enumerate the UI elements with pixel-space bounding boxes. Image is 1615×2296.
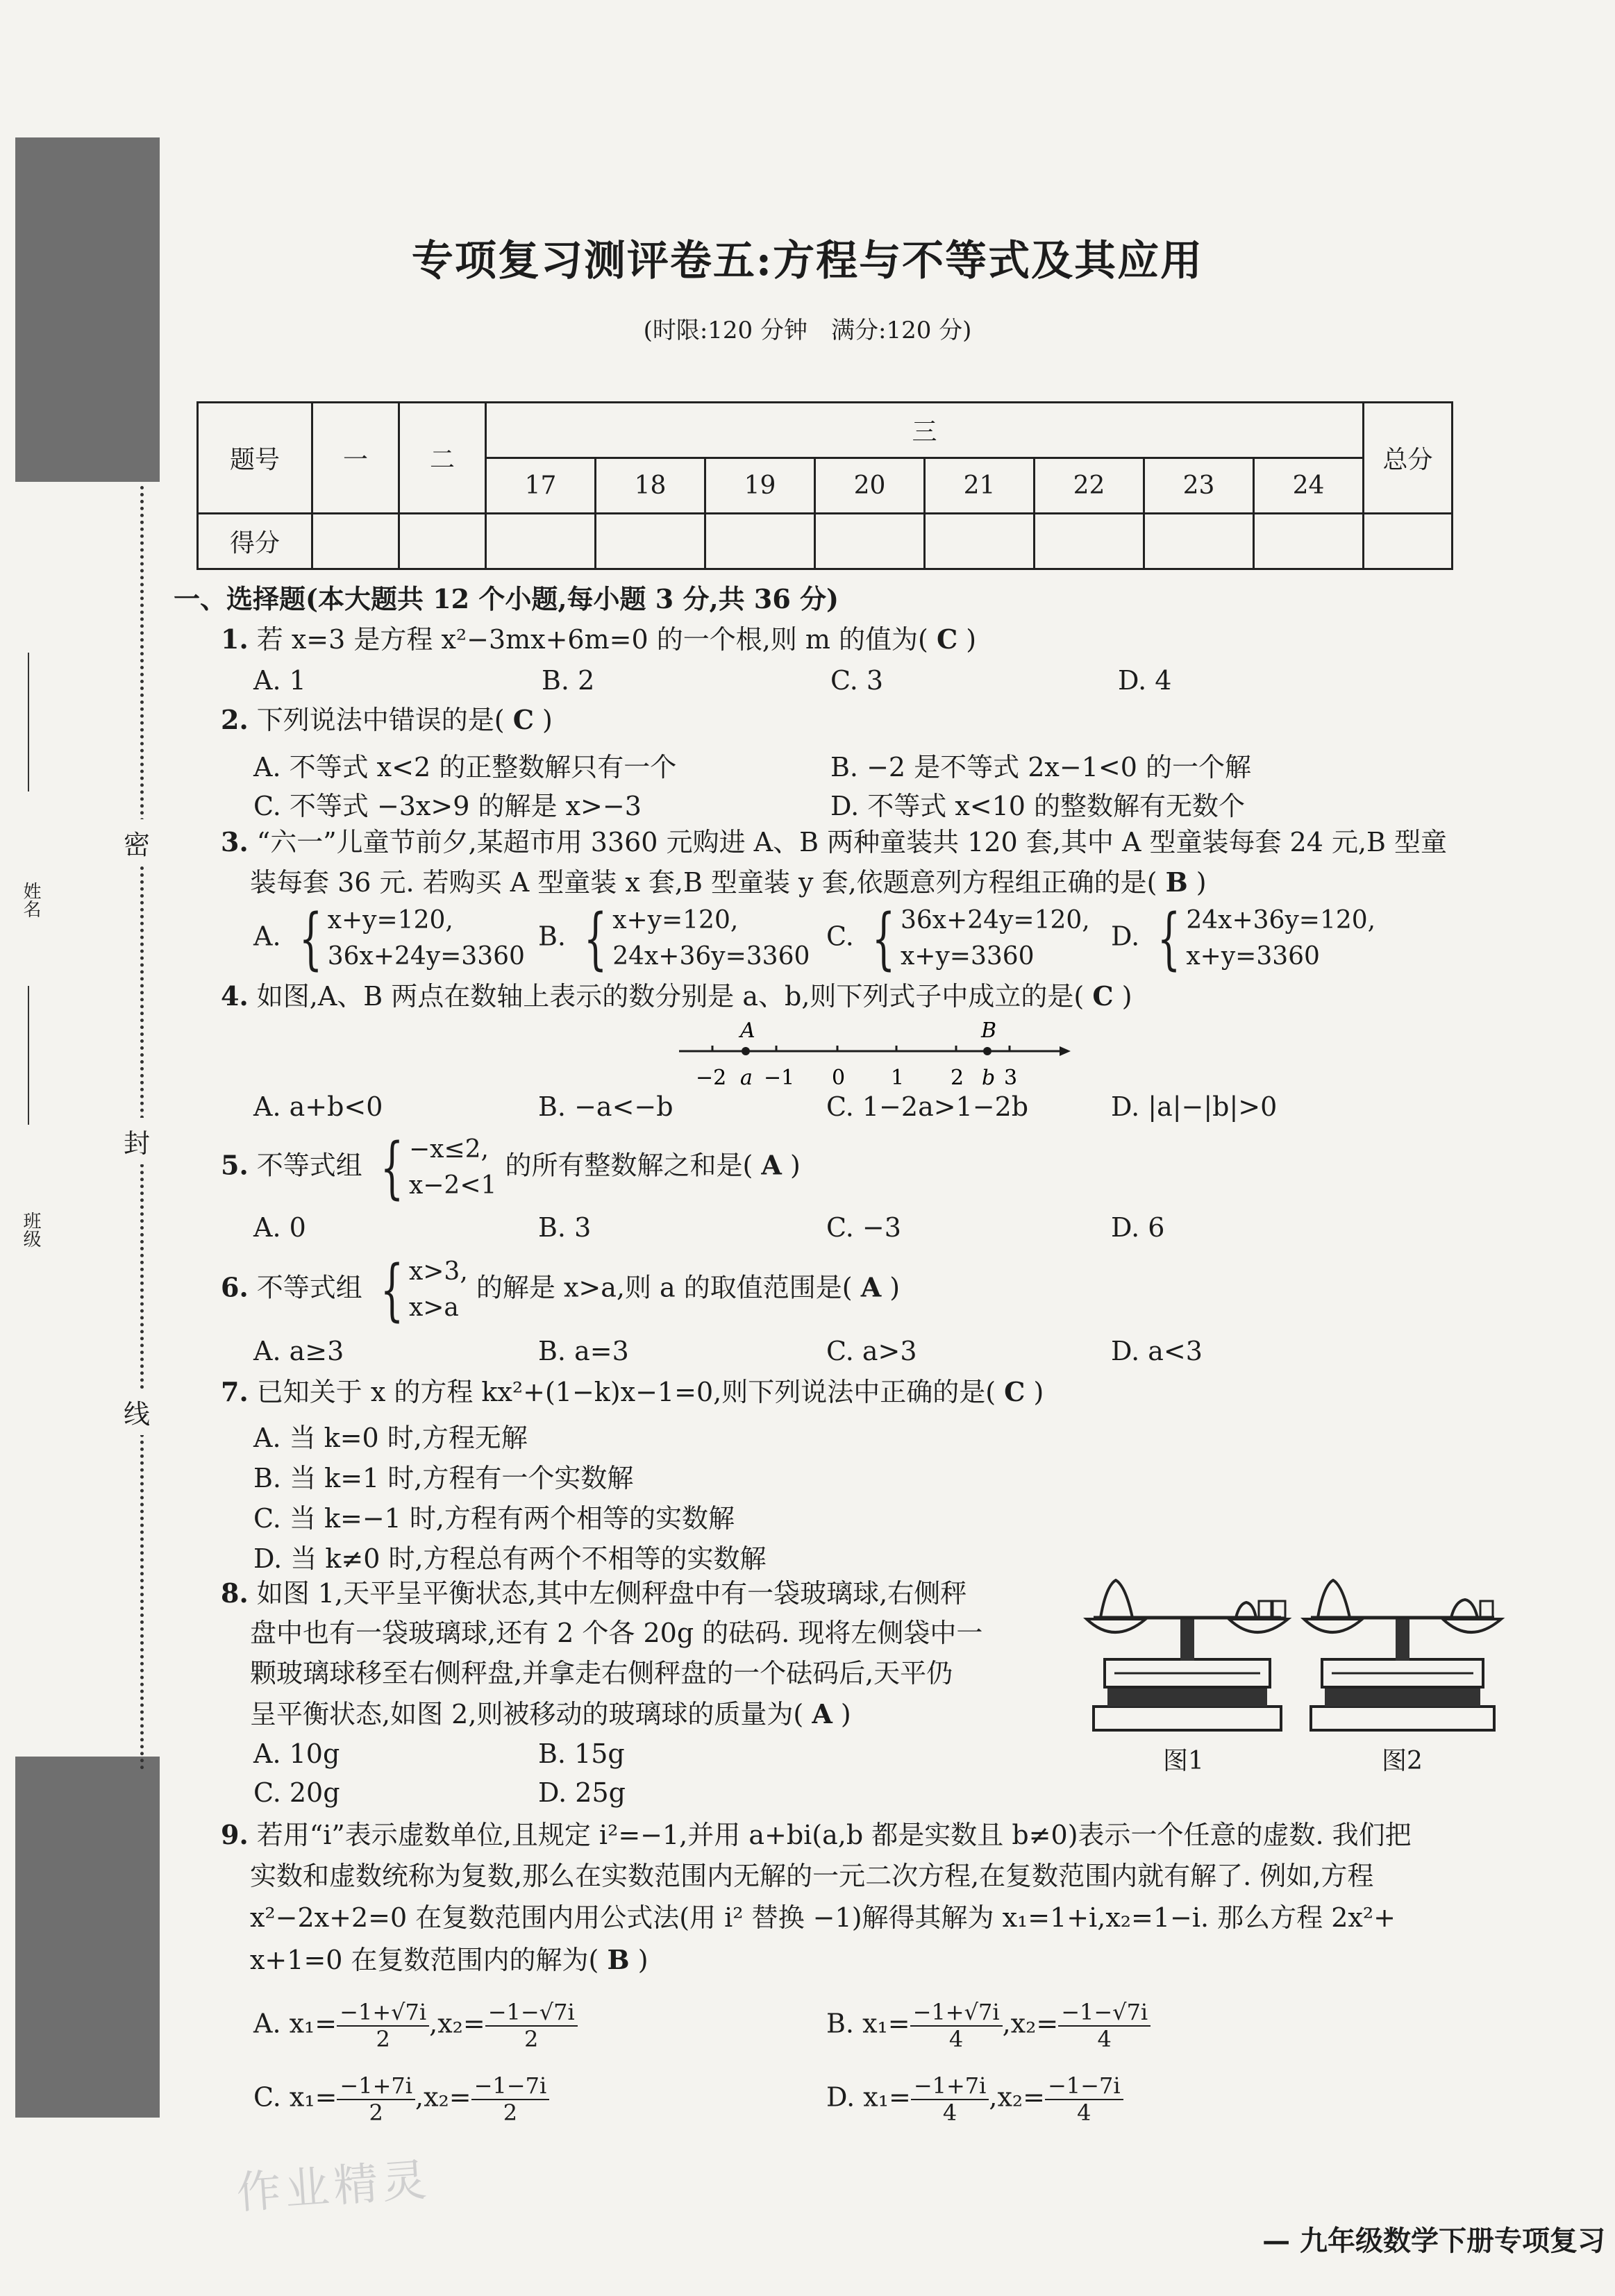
point-b-dot	[983, 1047, 991, 1055]
sub-col-21: 21	[925, 458, 1035, 514]
question-9-line1	[221, 1819, 1412, 1852]
q5-option-d: D. 6	[1111, 1212, 1165, 1243]
q8-option-c: C. 20g	[253, 1777, 340, 1808]
q5-post: 的所有整数解之和是(	[505, 1150, 753, 1181]
margin-shade-bottom	[15, 1757, 160, 2118]
figure-1-caption: 图1	[1163, 1747, 1204, 1775]
q3-d-eq2: x+y=3360	[1186, 942, 1320, 971]
q3-a-eq1: x+y=120,	[327, 906, 453, 935]
q9-a-x1: x₁=	[289, 2008, 337, 2039]
tick-1: 1	[891, 1066, 905, 1090]
q9-c-den1: 2	[369, 2099, 383, 2126]
question-6	[221, 1250, 901, 1329]
q5-ineq1: −x≤2,	[408, 1135, 489, 1164]
col-three: 三	[486, 403, 1364, 458]
q6-close: )	[889, 1272, 901, 1303]
q9-option-a	[253, 2000, 578, 2052]
q3-c-eq1: 36x+24y=120,	[900, 906, 1090, 935]
q5-close: )	[790, 1150, 801, 1181]
page-footer: — 九年级数学下册专项复习	[1262, 2224, 1605, 2257]
class-rule	[28, 986, 29, 1125]
question-7	[221, 1376, 1044, 1409]
q7-close: )	[1033, 1377, 1044, 1407]
point-b-label: B	[981, 1019, 997, 1043]
q6-ineq2: x>a	[408, 1293, 459, 1323]
q8-line2: 盘中也有一袋玻璃球,还有 2 个各 20g 的砝码. 现将左侧袋中一	[250, 1618, 983, 1648]
q3-answer: B	[1165, 866, 1188, 898]
q2-option-d: D. 不等式 x<10 的整数解有无数个	[830, 791, 1246, 821]
q1-option-b: B. 2	[542, 665, 595, 696]
q3-number: 3.	[221, 826, 249, 857]
q6-option-d: D. a<3	[1111, 1336, 1203, 1366]
q3-option-b-label: B.	[538, 921, 567, 952]
q3-close: )	[1196, 867, 1207, 898]
figure-2-caption: 图2	[1382, 1747, 1423, 1775]
tick-b: b	[982, 1066, 996, 1090]
brace-icon: {	[380, 1250, 404, 1329]
score-cell[interactable]	[705, 514, 815, 569]
question-1	[221, 623, 976, 656]
question-2	[221, 704, 553, 737]
q4-option-d: D. |a|−|b|>0	[1111, 1091, 1278, 1122]
col-two: 二	[399, 403, 486, 514]
q9-line1: 若用“i”表示虚数单位,且规定 i²=−1,并用 a+bi(a,b 都是实数且 b≠0)表示一个任意的虚数. 我们把	[256, 1820, 1412, 1850]
q6-number: 6.	[221, 1271, 249, 1303]
q8-option-d: D. 25g	[538, 1777, 626, 1808]
q3-d-eq1: 24x+36y=120,	[1186, 906, 1376, 935]
q2-option-c: C. 不等式 −3x>9 的解是 x>−3	[253, 791, 642, 821]
q4-option-a: A. a+b<0	[253, 1091, 383, 1122]
score-cell[interactable]	[1364, 514, 1453, 569]
question-8-line4	[250, 1698, 851, 1731]
question-8-line1	[221, 1577, 967, 1610]
sub-col-18: 18	[596, 458, 705, 514]
question-4	[221, 980, 1132, 1013]
q9-number: 9.	[221, 1819, 249, 1850]
sub-col-19: 19	[705, 458, 815, 514]
q3-option-b	[538, 899, 810, 978]
q6-option-c: C. a>3	[826, 1336, 917, 1366]
score-cell[interactable]	[1144, 514, 1254, 569]
score-cell[interactable]	[1035, 514, 1144, 569]
q9-a-x2: ,x₂=	[429, 2008, 485, 2039]
q9-a-label: A.	[253, 2008, 281, 2039]
q7-option-a: A. 当 k=0 时,方程无解	[253, 1423, 528, 1453]
balance-figure-2	[1298, 1576, 1507, 1736]
q9-c-den2: 2	[503, 2099, 518, 2126]
name-rule	[28, 653, 29, 791]
q1-close: )	[966, 624, 977, 655]
q3-a-eq2: 36x+24y=3360	[327, 942, 525, 971]
seal-char-xian: 线	[124, 1389, 150, 1435]
q7-option-d: D. 当 k≠0 时,方程总有两个不相等的实数解	[253, 1543, 767, 1574]
question-9-line4	[250, 1944, 648, 1977]
q4-option-b: B. −a<−b	[538, 1091, 673, 1122]
tick-2: 2	[951, 1066, 964, 1090]
sub-col-17: 17	[486, 458, 596, 514]
q8-close: )	[840, 1699, 851, 1729]
q5-option-b: B. 3	[538, 1212, 592, 1243]
q6-option-b: B. a=3	[538, 1336, 629, 1366]
score-cell[interactable]	[486, 514, 596, 569]
seal-char-feng: 封	[124, 1118, 150, 1164]
q1-answer: C	[936, 623, 958, 655]
q5-ineq2: x−2<1	[408, 1171, 497, 1200]
q2-option-a: A. 不等式 x<2 的正整数解只有一个	[253, 752, 677, 782]
q1-text: 若 x=3 是方程 x²−3mx+6m=0 的一个根,则 m 的值为(	[256, 624, 928, 655]
q5-pre: 不等式组	[256, 1150, 362, 1181]
q5-answer: A	[761, 1149, 782, 1181]
q9-answer: B	[607, 1944, 630, 1975]
q3-text-line2: 装每套 36 元. 若购买 A 型童装 x 套,B 型童装 y 套,依题意列方程组正确的是(	[250, 867, 1157, 898]
q9-d-label: D.	[826, 2081, 855, 2113]
q3-option-a	[253, 899, 525, 978]
score-cell[interactable]	[815, 514, 925, 569]
point-a-label: A	[740, 1019, 755, 1043]
q9-c-num2: −1−7i	[471, 2073, 550, 2100]
brace-icon: {	[380, 1128, 404, 1207]
q9-b-num2: −1−√7i	[1058, 2000, 1150, 2027]
margin-shade-top	[15, 137, 160, 482]
q9-b-den1: 4	[948, 2025, 964, 2052]
brace-icon: {	[871, 899, 896, 978]
q9-c-x2: ,x₂=	[415, 2081, 471, 2113]
q8-option-a: A. 10g	[253, 1738, 340, 1769]
q2-option-b: B. −2 是不等式 2x−1<0 的一个解	[830, 752, 1251, 782]
question-3-line1	[221, 826, 1447, 859]
col-total: 总分	[1364, 403, 1453, 514]
q9-b-num1: −1+√7i	[910, 2000, 1003, 2027]
col-one: 一	[312, 403, 399, 514]
q9-d-den1: 4	[942, 2099, 957, 2126]
tick-3: 3	[1004, 1066, 1018, 1090]
q3-b-eq2: 24x+36y=3360	[612, 942, 810, 971]
brace-icon: {	[583, 899, 608, 978]
q9-d-den2: 4	[1077, 2099, 1091, 2126]
q3-option-c-label: C.	[826, 921, 854, 952]
q1-option-c: C. 3	[830, 665, 884, 696]
q8-number: 8.	[221, 1577, 249, 1609]
q9-option-b	[826, 2000, 1150, 2052]
q7-option-c: C. 当 k=−1 时,方程有两个相等的实数解	[253, 1503, 735, 1534]
q3-option-d	[1111, 899, 1376, 978]
score-cell[interactable]	[596, 514, 705, 569]
q2-number: 2.	[221, 704, 249, 735]
tick-0: 0	[832, 1066, 846, 1090]
q1-option-d: D. 4	[1118, 665, 1172, 696]
q9-a-num1: −1+√7i	[337, 2000, 429, 2027]
score-cell[interactable]	[312, 514, 399, 569]
q6-option-a: A. a≥3	[253, 1336, 344, 1366]
row-label-tihao: 题号	[198, 403, 312, 514]
q4-text: 如图,A、B 两点在数轴上表示的数分别是 a、b,则下列式子中成立的是(	[256, 981, 1085, 1012]
q2-close: )	[542, 705, 553, 735]
q8-line1: 如图 1,天平呈平衡状态,其中左侧秤盘中有一袋玻璃球,右侧秤	[256, 1578, 967, 1609]
q9-b-den2: 4	[1097, 2025, 1112, 2052]
q9-a-num2: −1−√7i	[485, 2000, 578, 2027]
score-table	[196, 401, 1453, 570]
class-label: 班级	[20, 1212, 41, 1248]
question-3-line2	[250, 866, 1207, 899]
q6-pre: 不等式组	[256, 1272, 362, 1303]
q1-option-a: A. 1	[253, 665, 306, 696]
brace-icon: {	[299, 899, 322, 978]
q3-option-d-label: D.	[1111, 921, 1140, 952]
q9-b-x2: ,x₂=	[1002, 2008, 1059, 2039]
q8-option-b: B. 15g	[538, 1738, 625, 1769]
q9-line3: x²−2x+2=0 在复数范围内用公式法(用 i² 替换 −1)解得其解为 x₁=1+i,x₂=1−i. 那么方程 2x²+	[250, 1902, 1396, 1933]
sub-col-23: 23	[1144, 458, 1254, 514]
q2-text: 下列说法中错误的是(	[256, 705, 505, 735]
q9-d-num1: −1+7i	[911, 2073, 989, 2100]
q9-close: )	[637, 1945, 648, 1975]
q7-answer: C	[1004, 1376, 1026, 1407]
q9-b-x1: x₁=	[862, 2008, 910, 2039]
q4-close: )	[1121, 981, 1132, 1012]
number-line-figure	[673, 1015, 1076, 1091]
sub-col-24: 24	[1254, 458, 1364, 514]
q6-answer: A	[860, 1271, 882, 1303]
section-heading: 一、选择题(本大题共 12 个小题,每小题 3 分,共 36 分)	[174, 583, 839, 614]
q4-option-c: C. 1−2a>1−2b	[826, 1091, 1029, 1122]
page-title: 专项复习测评卷五:方程与不等式及其应用	[411, 237, 1204, 285]
q3-b-eq1: x+y=120,	[612, 906, 739, 935]
q9-a-den1: 2	[376, 2025, 390, 2052]
q4-number: 4.	[221, 980, 249, 1012]
sub-col-22: 22	[1035, 458, 1144, 514]
q8-line4: 呈平衡状态,如图 2,则被移动的玻璃球的质量为(	[250, 1699, 804, 1729]
q7-text: 已知关于 x 的方程 kx²+(1−k)x−1=0,则下列说法中正确的是(	[256, 1377, 996, 1407]
tick-neg2: −2	[696, 1066, 727, 1090]
watermark-logo: 作业精灵	[235, 2154, 433, 2220]
q2-answer: C	[512, 704, 534, 735]
q3-c-eq2: x+y=3360	[900, 942, 1035, 971]
q5-option-a: A. 0	[253, 1212, 306, 1243]
q9-option-c	[253, 2073, 549, 2126]
q9-c-num1: −1+7i	[337, 2073, 415, 2100]
q3-option-c	[826, 899, 1090, 978]
q9-d-x2: ,x₂=	[989, 2081, 1045, 2113]
page-subtitle: (时限:120 分钟 满分:120 分)	[643, 317, 972, 344]
score-cell[interactable]	[1254, 514, 1364, 569]
q3-option-a-label: A.	[253, 921, 281, 952]
q9-d-x1: x₁=	[863, 2081, 911, 2113]
score-cell[interactable]	[925, 514, 1035, 569]
score-cell[interactable]	[399, 514, 486, 569]
q8-line3: 颗玻璃球移至右侧秤盘,并拿走右侧秤盘的一个砝码后,天平仍	[250, 1658, 953, 1689]
q9-a-den2: 2	[524, 2025, 539, 2052]
q9-c-label: C.	[253, 2081, 281, 2113]
tick-neg1: −1	[764, 1066, 795, 1090]
q9-b-label: B.	[826, 2008, 855, 2039]
q9-line2: 实数和虚数统称为复数,那么在实数范围内无解的一元二次方程,在复数范围内就有解了. 例如,方程	[250, 1861, 1374, 1891]
q4-answer: C	[1092, 980, 1114, 1012]
q5-number: 5.	[221, 1149, 249, 1181]
q1-number: 1.	[221, 623, 249, 655]
name-label: 姓名	[20, 882, 41, 918]
seal-char-mi: 密	[124, 819, 150, 866]
row-label-defen: 得分	[198, 514, 312, 569]
q3-text-line1: “六一”儿童节前夕,某超市用 3360 元购进 A、B 两种童装共 120 套,其中 A 型童装每套 24 元,B 型童	[256, 827, 1448, 857]
q9-c-x1: x₁=	[289, 2081, 337, 2113]
q7-number: 7.	[221, 1376, 249, 1407]
question-5	[221, 1128, 801, 1207]
q9-line4: x+1=0 在复数范围内的解为(	[250, 1945, 599, 1975]
q5-option-c: C. −3	[826, 1212, 901, 1243]
q7-option-b: B. 当 k=1 时,方程有一个实数解	[253, 1463, 634, 1493]
tick-a: a	[740, 1066, 753, 1090]
balance-figure-1	[1080, 1576, 1295, 1736]
q8-answer: A	[812, 1698, 832, 1729]
point-a-dot	[742, 1047, 750, 1055]
q6-post: 的解是 x>a,则 a 的取值范围是(	[476, 1272, 853, 1303]
sub-col-20: 20	[815, 458, 925, 514]
brace-icon: {	[1157, 899, 1181, 978]
q9-d-num2: −1−7i	[1045, 2073, 1123, 2100]
q6-ineq1: x>3,	[408, 1257, 468, 1286]
q9-option-d	[826, 2073, 1123, 2126]
